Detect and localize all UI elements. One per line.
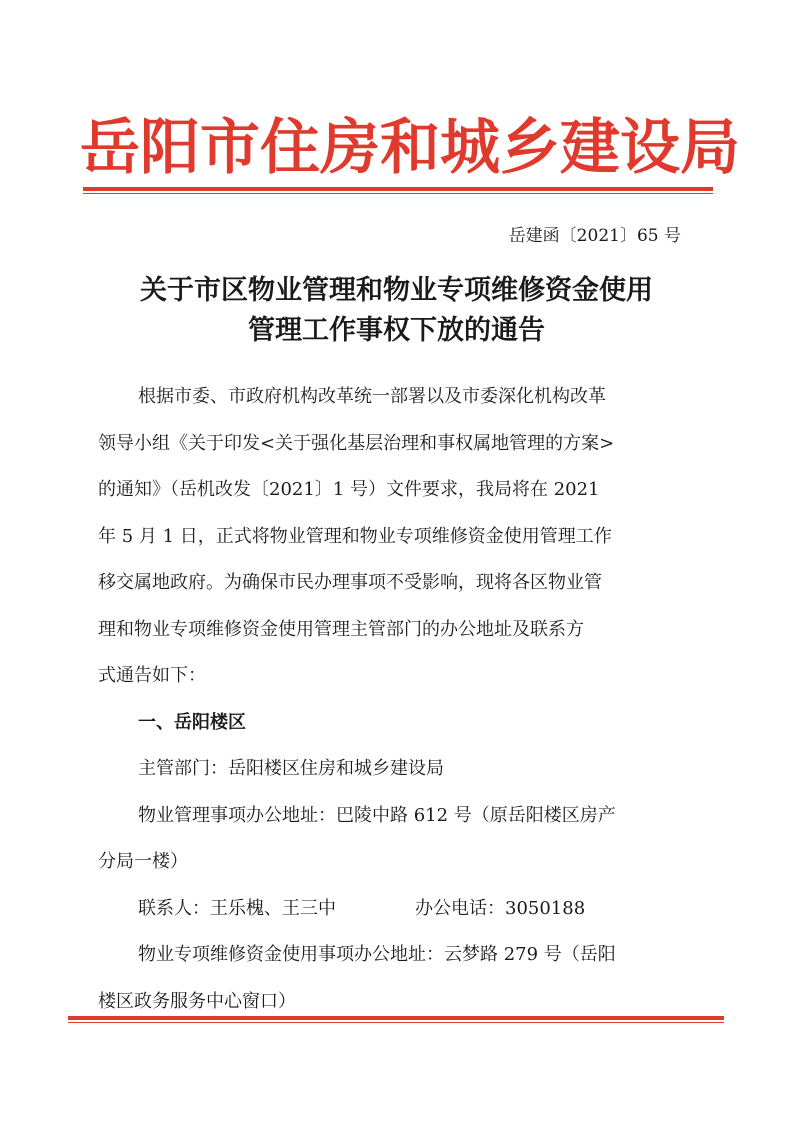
paragraph-line: 领导小组《关于印发<关于强化基层治理和事权属地管理的方案> [98,432,615,454]
paragraph-line: 根据市委、市政府机构改革统一部署以及市委深化机构改革 [138,386,606,407]
property-address-line-2: 分局一楼） [98,851,188,872]
paragraph-line: 移交属地政府。为确保市民办理事项不受影响，现将各区物业管 [98,572,602,593]
contacts-line: 联系人：王乐槐、王三中 [138,897,336,919]
paragraph-line: 式通告如下： [98,665,206,686]
paragraph-line: 年 5 月 1 日，正式将物业管理和物业专项维修资金使用管理工作 [98,525,612,547]
document-number: 岳建函〔2021〕65 号 [508,226,681,246]
property-address-line-1: 物业管理事项办公地址：巴陵中路 612 号（原岳阳楼区房产 [138,804,616,826]
fund-address-line-2: 楼区政务服务中心窗口） [98,990,296,1012]
section-heading-yueyanglou: 一、岳阳楼区 [138,711,246,733]
footer-rule-thin [68,1022,724,1023]
fund-address-line-1: 物业专项维修资金使用事项办公地址：云梦路 279 号（岳阳 [138,944,616,965]
document-title-line-2: 管理工作事权下放的通告 [248,315,545,346]
phone-line: 办公电话：3050188 [415,897,586,919]
footer-rule-thick [68,1016,724,1020]
paragraph-line: 的通知》（岳机改发〔2021〕1 号）文件要求，我局将在 2021 [98,479,600,500]
document-title-line-1: 关于市区物业管理和物业专项维修资金使用 [140,275,653,306]
letterhead-title: 岳阳市住房和城乡建设局 [80,113,740,183]
department-line: 主管部门：岳阳楼区住房和城乡建设局 [138,758,444,779]
letterhead-rule-thick [83,187,713,191]
letterhead-rule-thin [83,193,713,194]
paragraph-line: 理和物业专项维修资金使用管理主管部门的办公地址及联系方 [98,618,584,640]
